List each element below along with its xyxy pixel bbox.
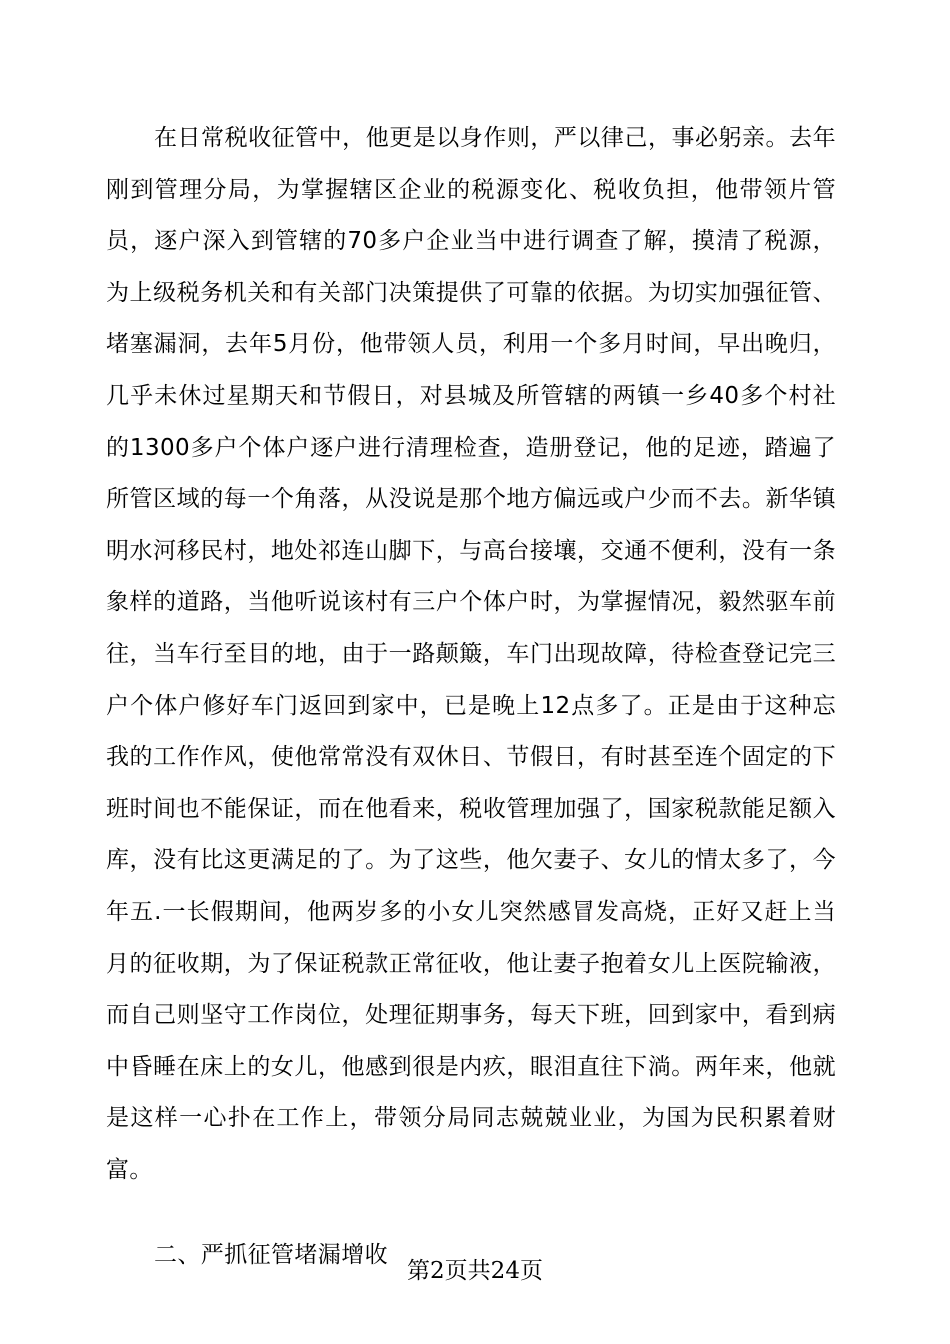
page-number: 第2页共24页 bbox=[407, 1258, 543, 1284]
section-heading: 二、严抓征管堵漏增收 bbox=[154, 1242, 388, 1269]
document-body bbox=[106, 113, 836, 1282]
page-footer bbox=[0, 1253, 950, 1289]
body-paragraph: 在日常税收征管中，他更是以身作则，严以律己，事必躬亲。去年刚到管理分局，为掌握辖区企业的税源变化、税收负担，他带领片管员，逐户深入到管辖的70多户企业当中进行调查了解，摸清了税源，为上级税务机关和有关部门决策提供了可靠的依据。为切实加强征管、堵塞漏洞，去年5月份，他带领人员，利用一个多月时间，早出晚归，几乎未休过星期天和节假日，对县城及所管辖的两镇一乡40多个村社的1300多户个体户逐户进行清理检查，造册登记，他的足迹，踏遍了所管区域的每一个角落，从没说是那个地方偏远或户少而不去。新华镇明水河移民村，地处祁连山脚下，与高台接壤，交通不便利，没有一条象样的道路，当他听说该村有三户个体户时，为掌握情况，毅然驱车前往，当车行至目的地，由于一路颠簸，车门出现故障，待检查登记完三户个体户修好车门返回到家中，已是晚上12点多了。正是由于这种忘我的工作作风，使他常常没有双休日、节假日，有时甚至连个固定的下班时间也不能保证，而在他看来，税收管理加强了，国家税款能足额入库，没有比这更满足的了。为了这些，他欠妻子、女儿的情太多了，今年五.一长假期间，他两岁多的小女儿突然感冒发高烧，正好又赶上当月的征收期，为了保证税款正常征收，他让妻子抱着女儿上医院输液，而自己则坚守工作岗位，处理征期事务，每天下班，回到家中，看到病中昏睡在床上的女儿，他感到很是内疚，眼泪直往下淌。两年来，他就是这样一心扑在工作上，带领分局同志兢兢业业，为国为民积累着财富。 bbox=[106, 125, 836, 1183]
